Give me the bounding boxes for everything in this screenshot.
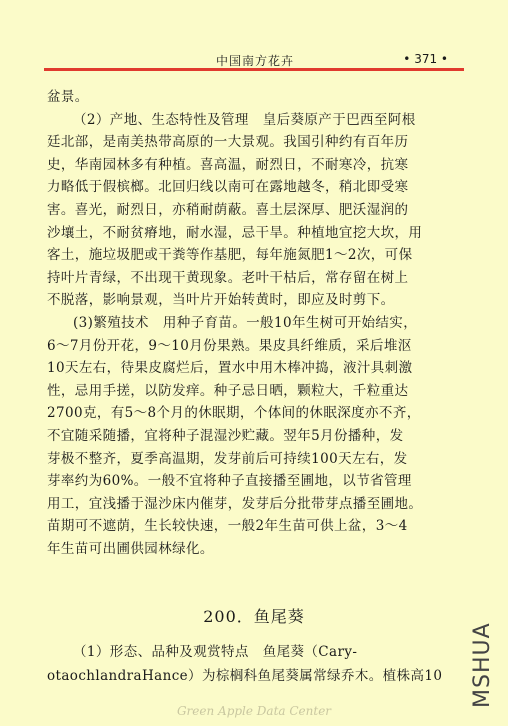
text-line: 10天左右，待果皮腐烂后，置水中用木棒冲捣，液汁具刺激 <box>47 360 413 377</box>
text-line: 2700克，有5～8个月的休眠期，个体间的休眠深度亦不齐， <box>47 405 421 422</box>
text-line: 廷北部，是南美热带高原的一大景观。我国引种约有百年历 <box>47 134 409 151</box>
text-line: 持叶片青绿，不出现干黄现象。老叶干枯后，常存留在树上 <box>47 269 409 286</box>
text-line: 不脱落，影响景观，当叶片开始转黄时，即应及时剪下。 <box>47 292 395 309</box>
text-line: 苗期可不遮荫，生长较快速，一般2年生苗可供上盆，3～4 <box>47 518 408 535</box>
running-title: 中国南方花卉 <box>216 54 295 68</box>
text-line: 史，华南园林多有种植。喜高温，耐烈日，不耐寒冷，抗寒 <box>47 156 409 173</box>
text-line: 害。喜光，耐烈日，亦稍耐荫蔽。喜土层深厚、肥沃湿润的 <box>47 201 409 218</box>
text-line: (3)繁殖技术 用种子育苗。一般10年生树可开始结实， <box>73 314 418 331</box>
page-number: • 371 • <box>403 52 448 66</box>
text-line: 用工，宜浅播于湿沙床内催芽，发芽后分批带芽点播至圃地。 <box>47 495 423 512</box>
side-watermark: MSHUA <box>470 622 495 708</box>
section-heading: 200．鱼尾葵 <box>203 607 305 626</box>
text-line: 客土，施垃圾肥或干粪等作基肥，每年施氮肥1～2次，可保 <box>47 247 413 264</box>
header-rule <box>44 68 464 71</box>
text-line: 芽极不整齐，夏季高温期，发芽前后可持续100天左右，发 <box>47 450 408 467</box>
text-line: 不宜随采随播，宜将种子混湿沙贮藏。翌年5月份播种，发 <box>47 427 404 444</box>
text-line: 力略低于假槟榔。北回归线以南可在露地越冬，稍北即受寒 <box>47 179 409 196</box>
text-line: 6～7月份开花，9～10月份果熟。果皮具纤维质，采后堆沤 <box>47 337 412 354</box>
text-line: 芽率约为60%。一般不宜将种子直接播至圃地，以节省管理 <box>47 473 412 490</box>
body-text <box>47 86 465 560</box>
page-header <box>44 50 464 68</box>
text-line: 沙壤土，不耐贫瘠地，耐水湿，忌干旱。种植地宜挖大坎，用 <box>47 224 423 241</box>
text-line: 性，忌用手搓，以防发痒。种子忌日晒，颗粒大，千粒重达 <box>47 382 409 399</box>
bottom-watermark: Green Apple Data Center <box>176 704 332 718</box>
section-body-text <box>47 640 465 688</box>
text-line: otaochlandraHance）为棕榈科鱼尾葵属常绿乔木。植株高10 <box>47 668 443 684</box>
text-line: 年生苗可出圃供园林绿化。 <box>47 540 214 557</box>
text-line: （1）形态、品种及观赏特点 鱼尾葵（Cary- <box>73 644 358 660</box>
text-line: 盆景。 <box>47 89 89 105</box>
text-line: （2）产地、生态特性及管理 皇后葵原产于巴西至阿根 <box>73 111 416 128</box>
